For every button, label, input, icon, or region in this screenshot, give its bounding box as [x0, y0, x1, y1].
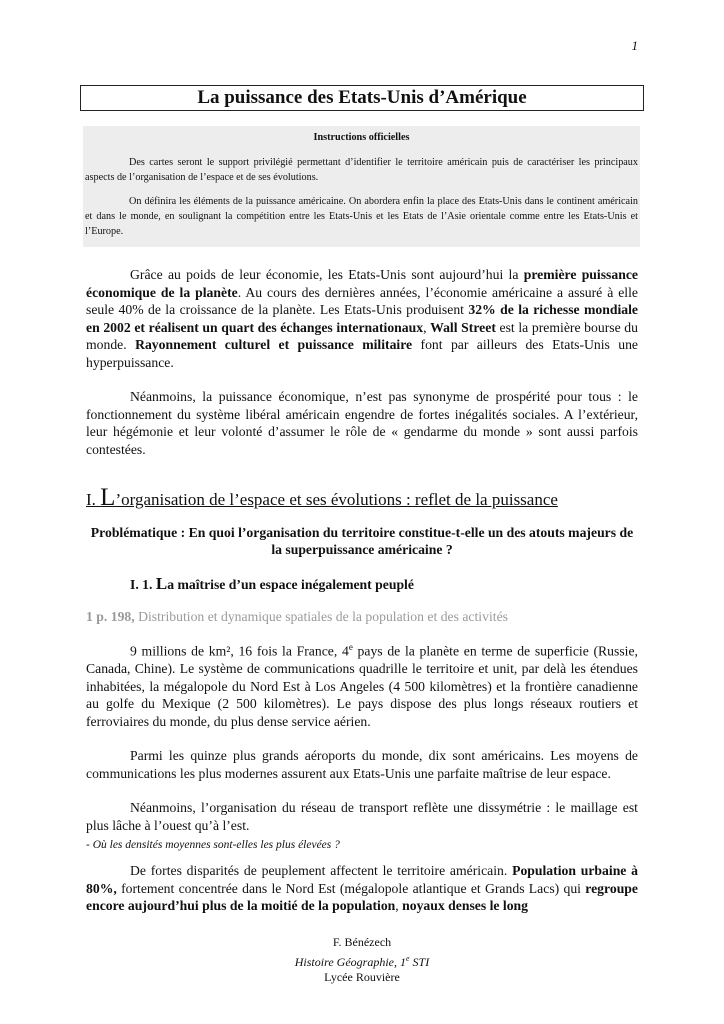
space-section	[86, 639, 638, 834]
page-number: 1	[631, 38, 638, 53]
space-paragraph-3: Néanmoins, l’organisation du réseau de transport reflète une dissymétrie : le maillage est plus lâche à l’ouest qu’à l’est.	[86, 800, 638, 833]
instructions-paragraph-1: Des cartes seront le support privilégié permettant d’identifier le territoire américain puis de caractériser les principaux aspects de l’organisation de l’espace et de ses évolutions.	[85, 157, 638, 183]
population-section	[86, 862, 638, 915]
population-paragraph: De fortes disparités de peuplement affectent le territoire américain. Population urbaine à 80%, fortement concentrée dans le Nord Est (mégalopole atlantique et Grands Lacs) qui regroupe encore aujourd’hui plus de la moitié de la population, noyaux denses le long	[86, 863, 638, 913]
intro-section	[86, 266, 638, 458]
section-heading: I. L’organisation de l’espace et ses évolutions : reflet de la puissance	[86, 484, 558, 511]
page-title: La puissance des Etats-Unis d’Amérique	[80, 85, 644, 111]
intro-paragraph-2: Néanmoins, la puissance économique, n’est pas synonyme de prospérité pour tous : le fonctionnement du système libéral américain engendre de fortes inégalités sociales. A l’extérieur, leur hégémonie et leur volonté d’assumer le rôle de « gendarme du monde » sont aussi parfois contestées.	[86, 389, 638, 457]
instructions-paragraph-2: On définira les éléments de la puissance américaine. On abordera enfin la place des Etats-Unis dans le continent américain et dans le monde, en soulignant la compétition entre les Etats-Unis et les Etats de l’Asie orientale comme entre les Etats-Unis et l’Europe.	[85, 196, 638, 237]
instructions-heading: Instructions officielles	[313, 132, 410, 143]
space-paragraph-1: 9 millions de km², 16 fois la France, 4e pays de la planète en terme de superficie (Russie, Canada, Chine). Le système de communications quadrille le territoire et unit, par delà les étendues inhabitées, la mégalopole du Nord Est à Los Angeles (4 500 kilomètres) et la frontière canadienne au golfe du Mexique (2 500 kilomètres). Le pays dispose des plus longs réseaux routiers et ferroviaires du monde, du plus dense service aérien.	[86, 642, 638, 729]
subsection-heading: I. 1. La maîtrise d’un espace inégalement peuplé	[130, 574, 414, 593]
density-question: - Où les densités moyennes sont-elles les plus élevées ?	[86, 839, 340, 851]
instructions-box	[83, 126, 640, 247]
document-reference: 1 p. 198, Distribution et dynamique spatiales de la population et des activités	[86, 609, 508, 624]
intro-paragraph-1: Grâce au poids de leur économie, les Etats-Unis sont aujourd’hui la première puissance économique de la planète. Au cours des dernières années, l’économie américaine a assuré à elle seule 40% de la croissance de la planète. Les Etats-Unis produisent 32% de la richesse mondiale en 2002 et réalisent un quart des échanges internationaux, Wall Street est la première bourse du monde. Rayonnement culturel et puissance militaire font par ailleurs des Etats-Unis une hyperpuissance.	[86, 267, 638, 370]
footer-author: F. Bénézech	[332, 935, 392, 949]
page-footer	[0, 935, 724, 986]
footer-school: Lycée Rouvière	[324, 970, 400, 984]
footer-course: Histoire Géographie, 1e STI	[294, 953, 430, 969]
problematique: Problématique : En quoi l’organisation du territoire constitue-t-elle un des atouts majeurs de la superpuissance américaine ?	[90, 525, 634, 557]
space-paragraph-2: Parmi les quinze plus grands aéroports du monde, dix sont américains. Les moyens de communications les plus modernes assurent aux Etats-Unis une parfaite maîtrise de leur espace.	[86, 748, 638, 781]
